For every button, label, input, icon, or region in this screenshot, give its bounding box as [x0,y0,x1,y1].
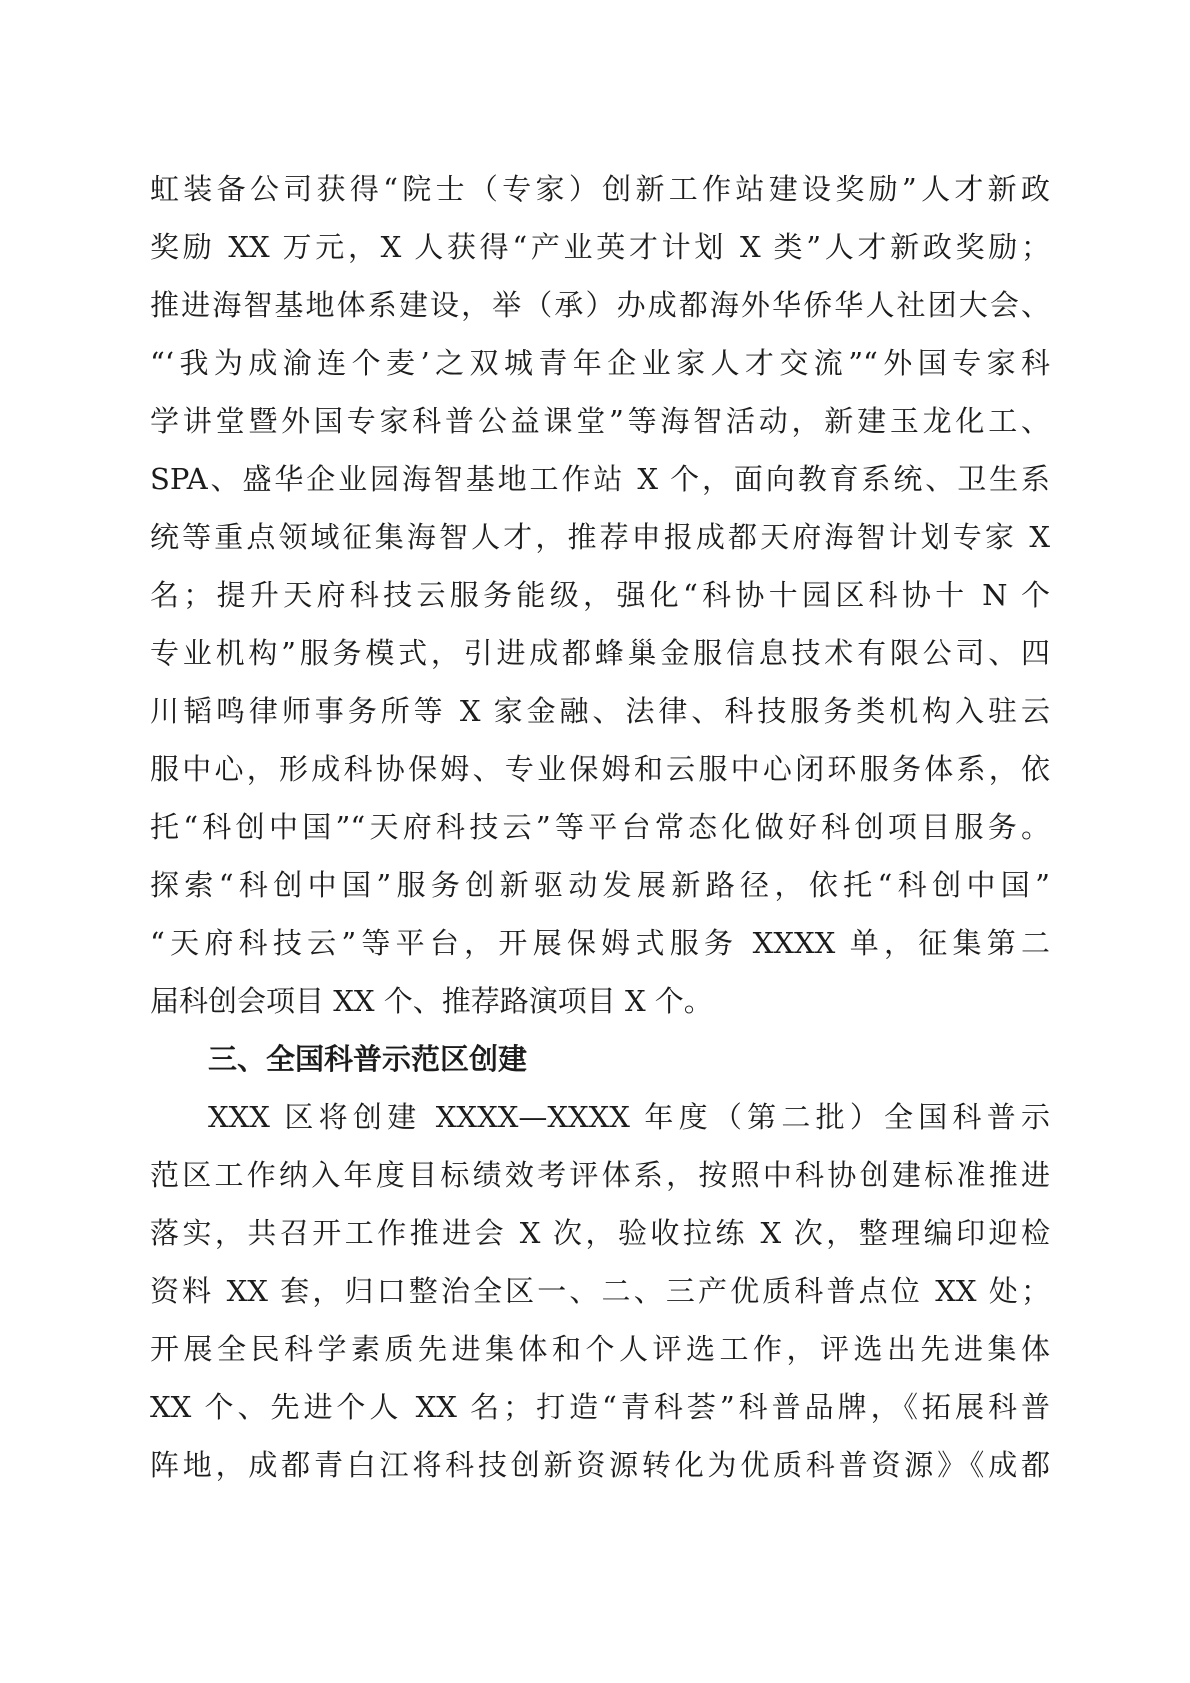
paragraph-line: “天府科技云”等平台，开展保姆式服务 XXXX 单，征集第二 [150,926,1050,960]
paragraph-line: 落实，共召开工作推进会 X 次，验收拉练 X 次，整理编印迎检 [150,1216,1050,1250]
paragraph-line: “‘我为成渝连个麦’之双城青年企业家人才交流”“外国专家科 [150,346,1050,380]
paragraph-line: SPA、盛华企业园海智基地工作站 X 个，面向教育系统、卫生系 [150,462,1050,496]
paragraph-line: 资料 XX 套，归口整治全区一、二、三产优质科普点位 XX 处； [150,1274,1050,1308]
paragraph-line: 统等重点领域征集海智人才，推荐申报成都天府海智计划专家 X [150,520,1050,554]
paragraph-line: 探索“科创中国”服务创新驱动发展新路径，依托“科创中国” [150,868,1050,902]
paragraph-line: 托“科创中国”“天府科技云”等平台常态化做好科创项目服务。 [150,810,1050,844]
paragraph-line: XXX 区将创建 XXXX—XXXX 年度（第二批）全国科普示 [208,1100,1050,1134]
paragraph-line: XX 个、先进个人 XX 名；打造“青科荟”科普品牌，《拓展科普 [150,1390,1050,1424]
paragraph-line: 推进海智基地体系建设，举（承）办成都海外华侨华人社团大会、 [150,288,1050,322]
section-heading: 三、全国科普示范区创建 [208,1042,528,1076]
paragraph-line: 范区工作纳入年度目标绩效考评体系，按照中科协创建标准推进 [150,1158,1050,1192]
paragraph-line: 专业机构”服务模式，引进成都蜂巢金服信息技术有限公司、四 [150,636,1050,670]
paragraph-line: 开展全民科学素质先进集体和个人评选工作，评选出先进集体 [150,1332,1050,1366]
paragraph-line: 奖励 XX 万元，X 人获得“产业英才计划 X 类”人才新政奖励； [150,230,1050,264]
paragraph-line: 学讲堂暨外国专家科普公益课堂”等海智活动，新建玉龙化工、 [150,404,1050,438]
paragraph-line: 届科创会项目 XX 个、推荐路演项目 X 个。 [150,984,713,1018]
paragraph-line: 服中心，形成科协保姆、专业保姆和云服中心闭环服务体系，依 [150,752,1050,786]
paragraph-line: 虹装备公司获得“院士（专家）创新工作站建设奖励”人才新政 [150,172,1050,206]
paragraph-line: 川韬鸣律师事务所等 X 家金融、法律、科技服务类机构入驻云 [150,694,1050,728]
paragraph-line: 名；提升天府科技云服务能级，强化“科协十园区科协十 N 个 [150,578,1050,612]
paragraph-line: 阵地，成都青白江将科技创新资源转化为优质科普资源》《成都 [150,1448,1050,1482]
